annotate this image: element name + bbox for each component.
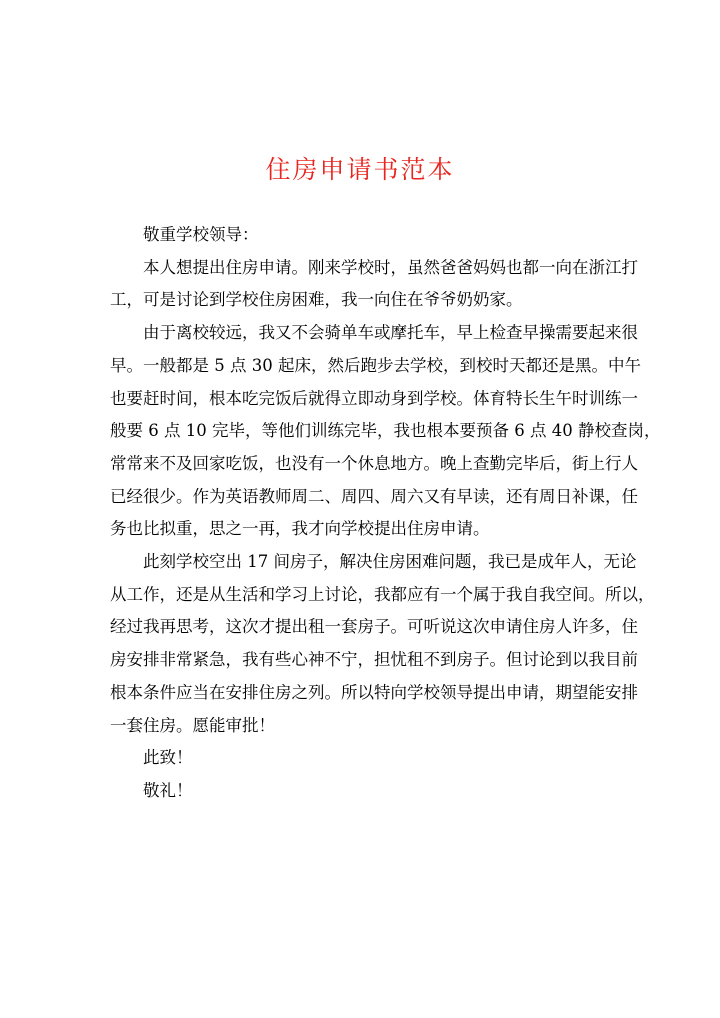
closing-line-1: 此致！ [143,748,193,768]
paragraph-line: 经过我再思考，这次才提出租一套房子。可听说这次申请住房人许多，住 [110,617,638,637]
paragraph-line: 常常来不及回家吃饭，也没有一个休息地方。晚上查勤完毕后，街上行人 [110,453,638,473]
paragraph-line: 也要赶时间，根本吃完饭后就得立即动身到学校。体育特长生午时训练一 [110,388,638,408]
salutation: 敬重学校领导： [143,225,259,244]
paragraph-line: 此刻学校空出 17 间房子，解决住房困难问题，我已是成年人，无论 [143,552,637,572]
paragraph-1 [110,252,638,317]
paragraph-line: 一套住房。愿能审批！ [110,715,275,735]
paragraph-line: 从工作，还是从生活和学习上讨论，我都应有一个属于我自我空间。所以， [110,584,655,604]
document-title: 住房申请书范本 [265,155,455,184]
paragraph-line: 由于离校较远，我又不会骑单车或摩托车，早上检查早操需要起来很 [143,323,638,343]
paragraph-line: 早。一般都是 5 点 30 起床，然后跑步去学校，到校时天都还是黑。中午 [110,355,641,375]
closing-line-2: 敬礼！ [143,780,193,800]
paragraph-line: 务也比拟重，思之一再，我才向学校提出住房申请。 [110,519,490,539]
document-body [110,219,661,808]
paragraph-line: 般要 6 点 10 完毕，等他们训练完毕，我也根本要预备 6 点 40 静校查岗， [110,421,661,441]
paragraph-line: 房安排非常紧急，我有些心神不宁，担忧租不到房子。但讨论到以我目前 [110,650,638,670]
paragraph-3 [110,546,655,742]
paragraph-line: 已经很少。作为英语教师周二、周四、周六又有早读，还有周日补课，任 [110,486,638,506]
paragraph-line: 工，可是讨论到学校住房困难，我一向住在爷爷奶奶家。 [110,290,523,310]
paragraph-2 [110,317,661,546]
paragraph-line: 本人想提出住房申请。刚来学校时，虽然爸爸妈妈也都一向在浙江打 [143,257,638,277]
paragraph-line: 根本条件应当在安排住房之列。所以特向学校领导提出申请，期望能安排 [110,682,638,702]
